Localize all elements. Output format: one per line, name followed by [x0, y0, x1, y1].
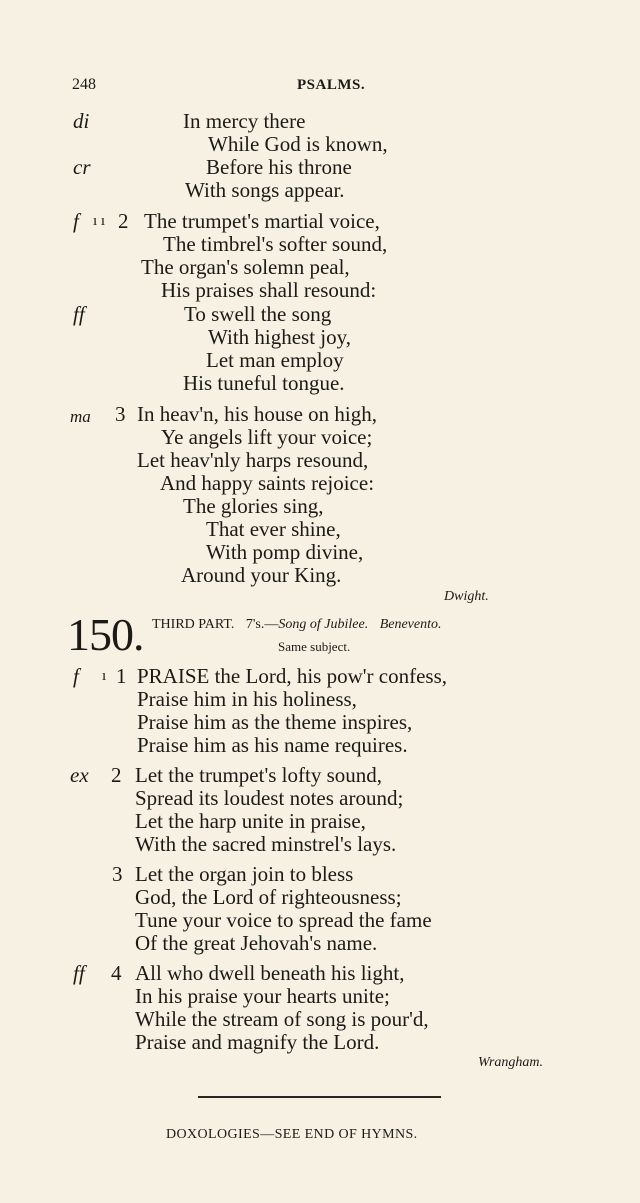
dynamic-mark-di: di [73, 109, 90, 133]
stanza-number: 3 [115, 402, 126, 426]
verse-line: Tune your voice to spread the fame [135, 908, 432, 932]
hymn-heading: THIRD PART. 7's.—Song of Jubilee. Benevento. [152, 617, 442, 632]
dynamic-mark-ma: ma [70, 407, 91, 426]
stanza-number: 4 [111, 961, 122, 985]
dynamic-mark-cr: cr [73, 155, 91, 179]
verse-line: With songs appear. [185, 178, 345, 202]
footer-note: DOXOLOGIES—SEE END OF HYMNS. [166, 1127, 418, 1142]
verse-line: PRAISE the Lord, his pow'r confess, [137, 664, 448, 688]
verse-line: All who dwell beneath his light, [135, 961, 405, 985]
verse-line: In his praise your hearts unite; [135, 984, 390, 1008]
verse-line: Spread its loudest notes around; [135, 786, 404, 810]
verse-line: Let the organ join to bless [135, 862, 354, 886]
breath-mark: ı [102, 668, 107, 684]
divider-rule [198, 1096, 441, 1098]
dynamic-mark-ex: ex [70, 763, 89, 787]
attribution: Wrangham. [478, 1055, 543, 1070]
page-number: 248 [72, 76, 96, 93]
verse-line: Around your King. [181, 563, 342, 587]
hymn-part: THIRD PART. [152, 617, 235, 632]
verse-line: Let the harp unite in praise, [135, 809, 366, 833]
verse-line: While the stream of song is pour'd, [135, 1007, 429, 1031]
verse-line: His tuneful tongue. [183, 371, 345, 395]
hymn-title: Song of Jubilee. [278, 617, 369, 632]
verse-line: Praise him as his name requires. [137, 733, 408, 757]
verse-line: God, the Lord of righteousness; [135, 885, 402, 909]
hymn-tune: Benevento. [379, 617, 442, 632]
verse-line: In mercy there [183, 109, 306, 133]
verse-line: Ye angels lift your voice; [161, 425, 373, 449]
verse-line: With the sacred minstrel's lays. [135, 832, 397, 856]
stanza-number: 1 [116, 664, 127, 688]
verse-line: And happy saints rejoice: [160, 471, 375, 495]
dynamic-mark-f: f [73, 209, 79, 233]
verse-line: The glories sing, [183, 494, 324, 518]
verse-line: Let the trumpet's lofty sound, [135, 763, 382, 787]
attribution: Dwight. [444, 589, 489, 604]
verse-line: Praise him in his holiness, [137, 687, 357, 711]
verse-line: With pomp divine, [206, 540, 364, 564]
verse-line: That ever shine, [206, 517, 341, 541]
dynamic-mark-ff: ff [73, 302, 85, 326]
stanza-number: 3 [112, 862, 123, 886]
verse-line: To swell the song [184, 302, 332, 326]
verse-line: Before his throne [206, 155, 352, 179]
verse-line: Praise him as the theme inspires, [137, 710, 413, 734]
breath-mark: ı ı [93, 213, 106, 229]
verse-line: In heav'n, his house on high, [137, 402, 378, 426]
verse-line: Let heav'nly harps resound, [137, 448, 369, 472]
hymn-number: 150. [67, 609, 144, 660]
dynamic-mark-f: f [73, 664, 79, 688]
verse-line: Of the great Jehovah's name. [135, 931, 378, 955]
hymn-meter: 7's. [245, 617, 265, 632]
stanza-number: 2 [111, 763, 122, 787]
hymn-subject: Same subject. [278, 639, 351, 654]
running-title: PSALMS. [297, 77, 366, 93]
verse-line: With highest joy, [208, 325, 352, 349]
verse-line: His praises shall resound: [161, 278, 377, 302]
stanza-number: 2 [118, 209, 129, 233]
verse-line: The trumpet's martial voice, [144, 209, 380, 233]
verse-line: The timbrel's softer sound, [163, 232, 388, 256]
verse-line: Praise and magnify the Lord. [135, 1030, 380, 1054]
dynamic-mark-ff: ff [73, 961, 85, 985]
verse-line: While God is known, [208, 132, 388, 156]
verse-line: The organ's solemn peal, [141, 255, 350, 279]
verse-line: Let man employ [206, 348, 344, 372]
